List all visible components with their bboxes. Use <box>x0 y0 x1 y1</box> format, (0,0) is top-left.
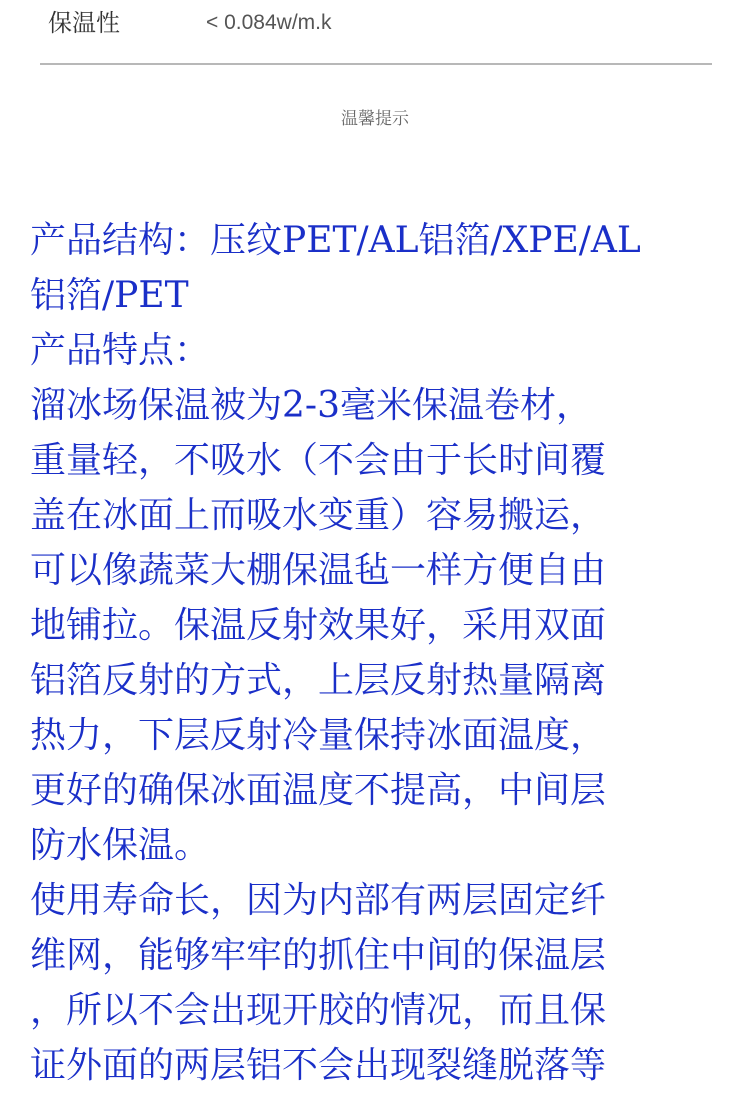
description-line: 产品特点： <box>30 330 211 371</box>
description-line: 地铺拉。保温反射效果好，采用双面 <box>30 605 607 646</box>
description-line: ，所以不会出现开胶的情况，而且保 <box>30 990 607 1031</box>
description-line: 维网，能够牢牢的抓住中间的保温层 <box>30 935 607 976</box>
description-line: 溜冰场保温被为2-3毫米保温卷材， <box>30 385 592 426</box>
description-line: 使用寿命长，因为内部有两层固定纤 <box>30 880 607 921</box>
product-description <box>30 213 718 1093</box>
description-line: 产品结构：压纹PET/AL铝箔/XPE/AL <box>30 220 641 261</box>
description-line: 证外面的两层铝不会出现裂缝脱落等 <box>30 1045 607 1086</box>
spec-label: 保温性 <box>48 9 120 37</box>
description-line: 更好的确保冰面温度不提高，中间层 <box>30 770 607 811</box>
notice-title: 温馨提示 <box>341 109 409 129</box>
spec-row-thermal-insulation <box>0 0 750 48</box>
description-line: 防水保温。 <box>30 825 211 866</box>
description-line: 盖在冰面上而吸水变重）容易搬运， <box>30 495 607 536</box>
description-line: 重量轻，不吸水（不会由于长时间覆 <box>30 440 607 481</box>
description-line: 铝箔反射的方式，上层反射热量隔离 <box>30 660 607 701</box>
description-line: 铝箔/PET <box>30 275 189 316</box>
spec-value: < 0.084w/m.k <box>206 11 332 34</box>
description-line: 热力，下层反射冷量保持冰面温度， <box>30 715 607 756</box>
description-line: 可以像蔬菜大棚保温毡一样方便自由 <box>30 550 607 591</box>
section-divider <box>40 63 712 65</box>
